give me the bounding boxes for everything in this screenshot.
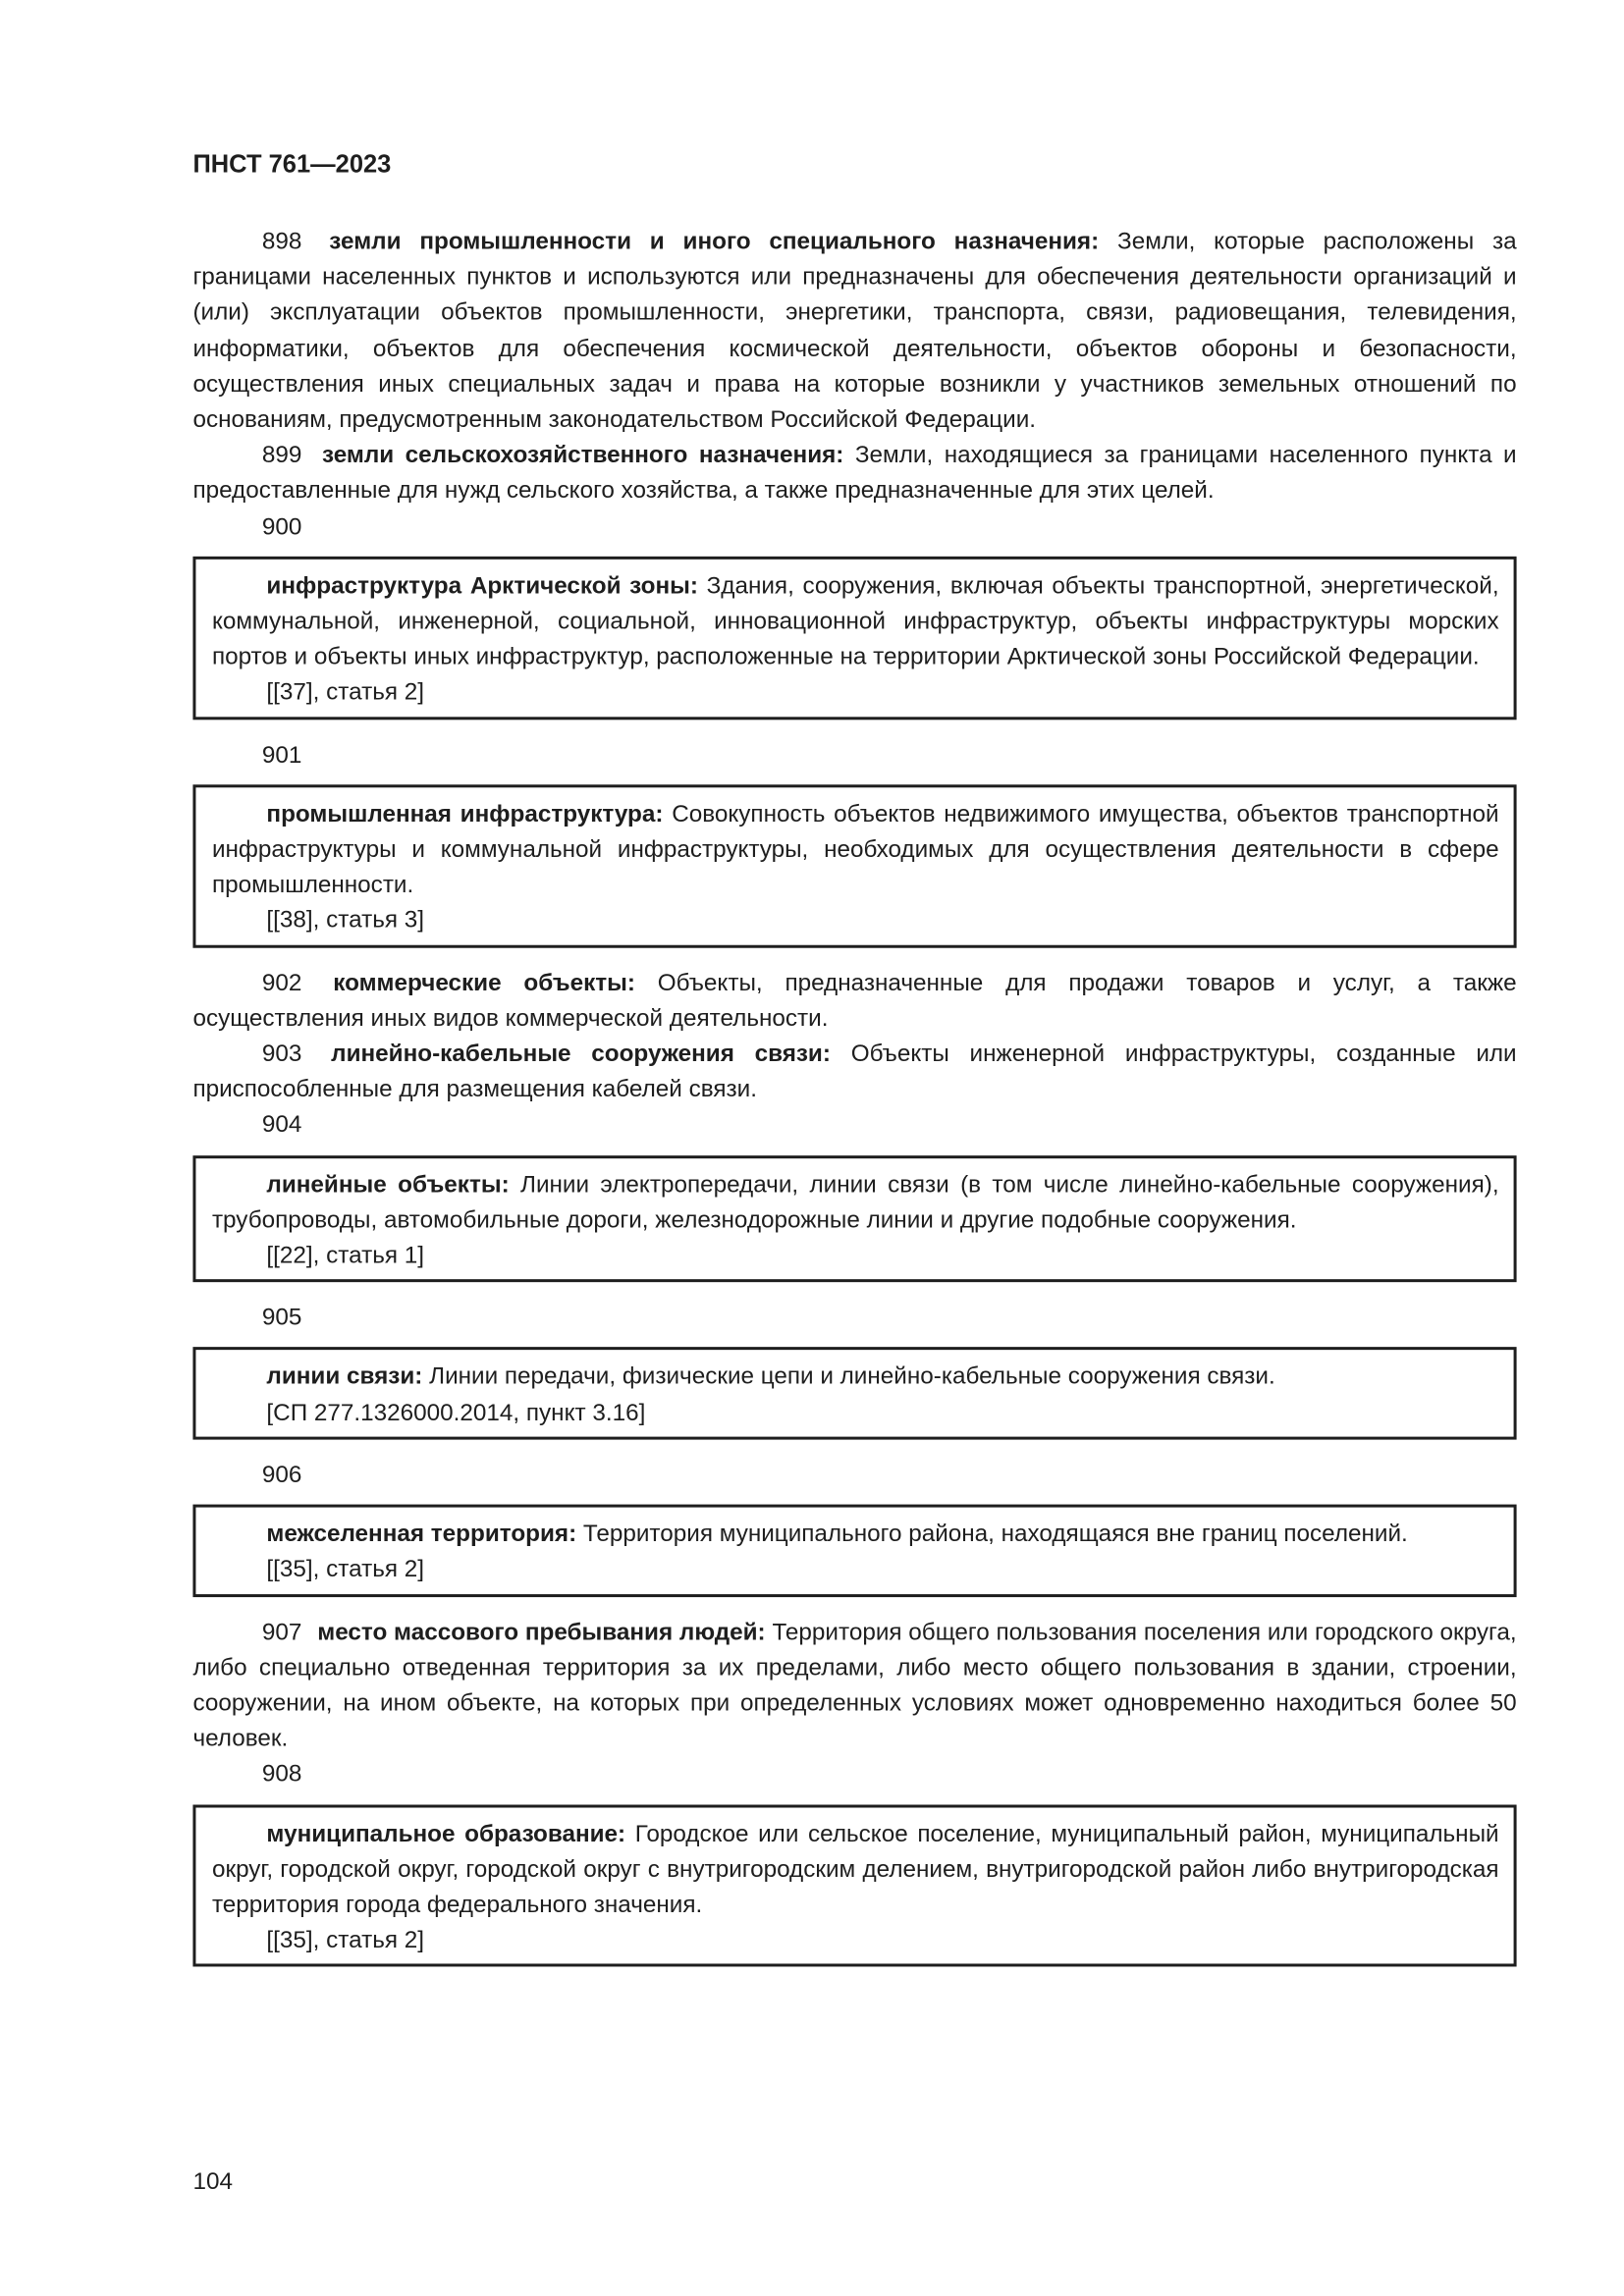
term-definition: Территория общего пользования поселения или городского округа, либо специально отведенная территория за их пределами, либо место общего пользования в здании, строении, сооружении, на ином объекте, на которых при определенных условиях может одновременно находиться более 50 человек.: [192, 1618, 1517, 1752]
term-definition: Объекты инженерной инфраструктуры, созданные или приспособленные для размещения кабелей связи.: [192, 1041, 1517, 1103]
term-source: [[38], статья 3]: [266, 907, 425, 934]
term-entry-907: [192, 1614, 1516, 1756]
term-entry-898: [192, 224, 1516, 438]
entry-number-905: 905: [261, 1305, 302, 1332]
term-definition: Линии электропередачи, линии связи (в том числе линейно-кабельные сооружения), трубопроводы, автомобильные дороги, железнодорожные линии и другие подобные сооружения.: [211, 1171, 1499, 1234]
term-definition: Городское или сельское поселение, муниципальный район, муниципальный округ, городской округ, городской округ с внутригородским делением, внутригородской район либо внутригородская территория города федерального значения.: [211, 1820, 1499, 1918]
term-name: земли промышленности и иного специального назначения:: [329, 228, 1100, 255]
term-definition: Земли, которые расположены за границами населенных пунктов и используются или предназначены для обеспечения деятельности организаций и (или) эксплуатации объектов промышленности, энергетики, транспорта, связи, радиовещания, телевидения, информатики, объектов для обеспечения космической деятельности, объектов обороны и безопасности, осуществления иных специальных задач и права на которые возникли у участников земельных отношений по основаниям, предусмотренным законодательством Российской Федерации.: [192, 228, 1517, 433]
entry-number: 898: [261, 228, 302, 255]
term-name: коммерческие объекты:: [333, 969, 635, 996]
term-source: [СП 277.1326000.2014, пункт 3.16]: [266, 1399, 646, 1426]
term-box-906: [192, 1505, 1516, 1597]
term-definition: Линии передачи, физические цепи и линейно-кабельные сооружения связи.: [429, 1363, 1275, 1391]
term-entry-906: [212, 1517, 1499, 1552]
entry-number: 899: [261, 442, 302, 469]
term-name: межселенная территория:: [266, 1521, 577, 1548]
page-number: 104: [192, 2167, 233, 2195]
term-name: промышленная инфраструктура:: [266, 800, 664, 828]
term-source: [[35], статья 2]: [266, 1927, 425, 1954]
term-definition: Объекты, предназначенные для продажи товаров и услуг, а также осуществления иных видов коммерческой деятельности.: [192, 969, 1517, 1033]
term-entry-900: [212, 568, 1499, 675]
term-box-904: [192, 1155, 1516, 1283]
entry-number-901: 901: [261, 741, 302, 769]
term-definition: Земли, находящиеся за границами населенного пункта и предоставленные для нужд сельского хозяйства, а также предназначенные для этих целей.: [192, 442, 1517, 505]
term-entry-908: [212, 1816, 1499, 1923]
entry-number: 903: [261, 1041, 302, 1068]
term-entry-903: [192, 1037, 1516, 1108]
term-source: [[35], статья 2]: [266, 1556, 425, 1583]
document-code-header: ПНСТ 761—2023: [192, 149, 392, 179]
term-entry-905: [212, 1360, 1499, 1395]
term-box-908: [192, 1804, 1516, 1967]
term-name: линейно-кабельные сооружения связи:: [331, 1041, 831, 1068]
entry-number-904: 904: [261, 1111, 302, 1139]
entry-number: 902: [261, 969, 302, 996]
term-name: линии связи:: [266, 1363, 423, 1391]
terms-list: [192, 224, 1516, 1985]
term-name: место массового пребывания людей:: [317, 1618, 766, 1645]
term-entry-904: [212, 1167, 1499, 1239]
term-box-900: [192, 557, 1516, 720]
term-box-905: [192, 1348, 1516, 1440]
term-definition: Здания, сооружения, включая объекты транспортной, энергетической, коммунальной, инженерной, социальной, инновационной инфраструктур, объекты инфраструктуры морских портов и объекты иных инфраструктур, расположенные на территории Арктической зоны Российской Федерации.: [211, 572, 1499, 670]
term-definition: Территория муниципального района, находящаяся вне границ поселений.: [582, 1521, 1408, 1548]
term-name: муниципальное образование:: [266, 1820, 626, 1847]
entry-number-906: 906: [261, 1461, 302, 1488]
entry-number-908: 908: [261, 1760, 302, 1788]
term-name: земли сельскохозяйственного назначения:: [321, 442, 844, 469]
term-name: линейные объекты:: [266, 1171, 510, 1199]
entry-number-900: 900: [261, 512, 302, 540]
term-entry-901: [212, 796, 1499, 903]
term-source: [[37], статья 2]: [266, 678, 425, 706]
term-source: [[22], статья 1]: [266, 1242, 425, 1269]
term-box-901: [192, 784, 1516, 947]
term-name: инфраструктура Арктической зоны:: [266, 572, 698, 600]
term-entry-902: [192, 965, 1516, 1037]
term-entry-899: [192, 438, 1516, 509]
term-definition: Совокупность объектов недвижимого имущества, объектов транспортной инфраструктуры и коммунальной инфраструктуры, необходимых для осуществления деятельности в сфере промышленности.: [211, 800, 1499, 899]
entry-number: 907: [261, 1618, 302, 1645]
